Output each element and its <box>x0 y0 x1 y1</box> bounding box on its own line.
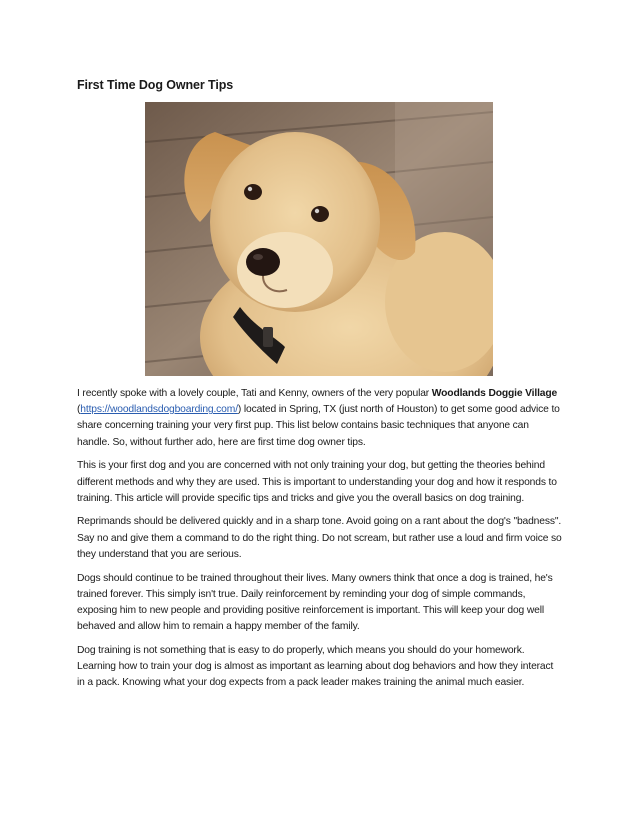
paragraph-2: This is your first dog and you are concerned with not only training your dog, but getting the theories behind different methods and why they are used. This is important to understanding your dog and how it responds to training. This article will provide specific tips and tricks and give you the overall basics on dog training. <box>77 460 557 504</box>
page-title: First Time Dog Owner Tips <box>77 78 234 92</box>
dog-photo <box>145 102 493 376</box>
puppy-illustration <box>145 102 493 376</box>
paragraph-intro <box>77 386 563 451</box>
intro-text-2: ( <box>77 404 81 416</box>
paragraph-3: Reprimands should be delivered quickly and in a sharp tone. Avoid going on a rant about the dog's "badness". Say no and give them a command to do the right thing. Do not scream, but rather use a loud and firm voice so they understand that you are serious. <box>77 516 562 560</box>
intro-text-3: ) located in Spring, TX (just north of Houston) to get some good advice to share concerning training your very first pup. This list below contains basic techniques that anyone can handle. So, without further ado, here are first time dog owner tips. <box>77 404 560 448</box>
website-link[interactable]: https://woodlandsdogboarding.com/ <box>80 404 238 416</box>
paragraph-4: Dogs should continue to be trained throughout their lives. Many owners think that once a dog is trained, he's trained forever. This simply isn't true. Daily reinforcement by reminding your dog of simple commands, exposing him to new people and providing positive reinforcement is important. This will keep your dog well behaved and allow him to remain a happy member of the family. <box>77 572 553 633</box>
business-name: Woodlands Doggie Village <box>431 388 558 399</box>
paragraph-5: Dog training is not something that is easy to do properly, which means you should do your homework. Learning how to train your dog is almost as important as learning about dog behaviors and how they interact in a pack. Knowing what your dog expects from a pack leader makes training the animal much easier. <box>77 644 554 689</box>
intro-text-1: I recently spoke with a lovely couple, Tati and Kenny, owners of the very popular <box>77 388 432 399</box>
article-body <box>77 386 563 699</box>
